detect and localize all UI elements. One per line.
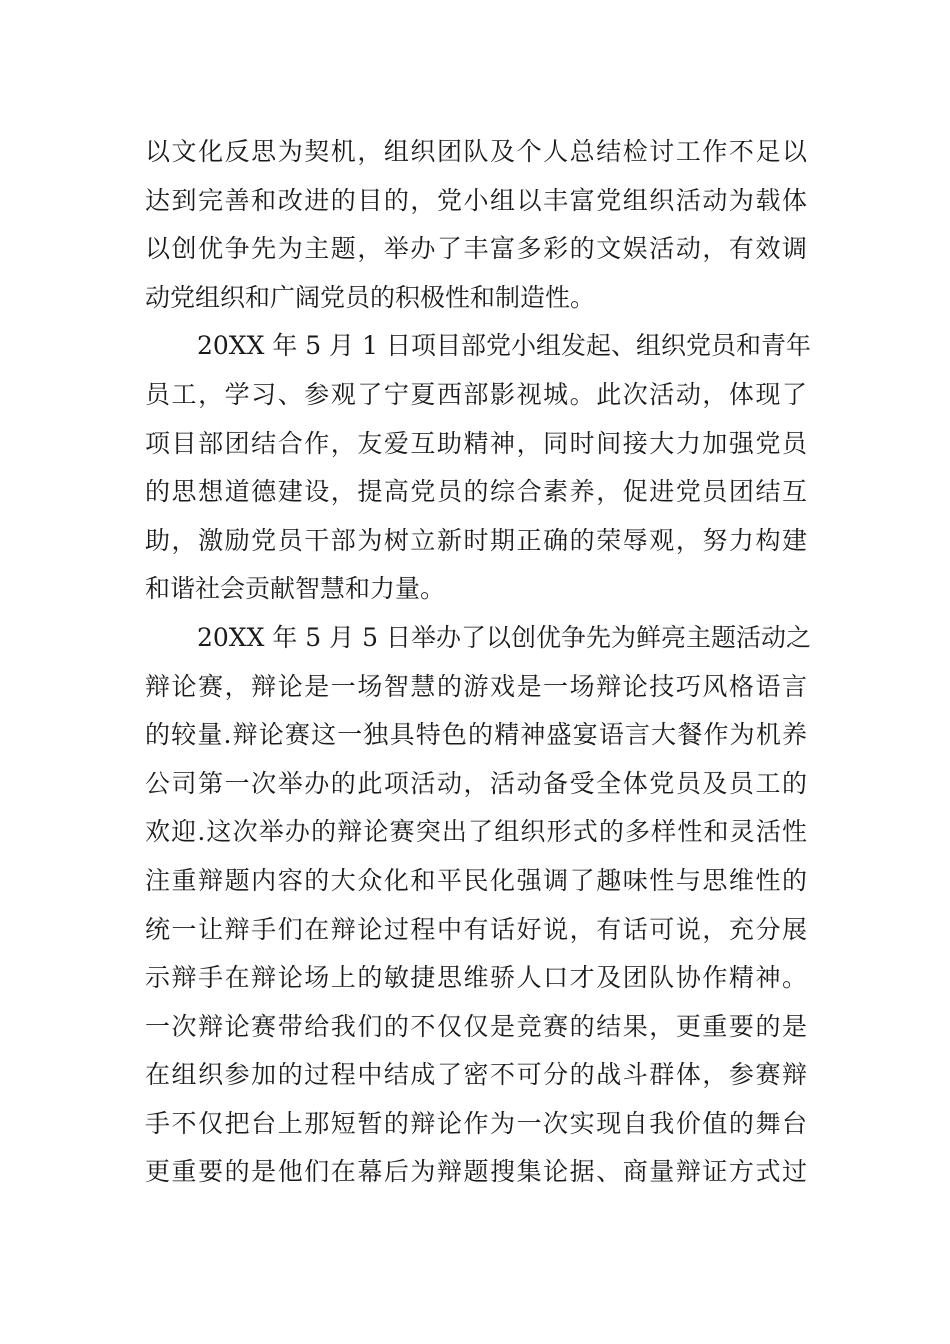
text-line: 的思想道德建设，提高党员的综合素养，促进党员团结互 bbox=[145, 477, 807, 507]
text-line: 以创优争先为主题，举办了丰富多彩的文娱活动，有效调 bbox=[145, 234, 807, 264]
text-line: 欢迎.这次举办的辩论赛突出了组织形式的多样性和灵活性 bbox=[145, 817, 807, 847]
text-line: 一次辩论赛带给我们的不仅仅是竞赛的结果，更重要的是 bbox=[145, 1011, 807, 1041]
text-line: 员工，学习、参观了宁夏西部影视城。此次活动，体现了 bbox=[145, 379, 807, 409]
text-line: 20XX 年 5 月 5 日举办了以创优争先为鲜亮主题活动之 bbox=[197, 622, 811, 652]
text-line: 示辩手在辩论场上的敏捷思维骄人口才及团队协作精神。 bbox=[145, 963, 807, 993]
text-line: 达到完善和改进的目的，党小组以丰富党组织活动为载体 bbox=[145, 185, 807, 215]
text-line: 公司第一次举办的此项活动，活动备受全体党员及员工的 bbox=[145, 768, 807, 798]
text-line: 注重辩题内容的大众化和平民化强调了趣味性与思维性的 bbox=[145, 865, 807, 895]
text-line: 和谐社会贡献智慧和力量。 bbox=[145, 574, 446, 604]
text-line: 手不仅把台上那短暂的辩论作为一次实现自我价值的舞台 bbox=[145, 1108, 807, 1138]
text-line: 以文化反思为契机，组织团队及个人总结检讨工作不足以 bbox=[145, 137, 807, 166]
body-text bbox=[145, 128, 811, 1197]
text-line: 在组织参加的过程中结成了密不可分的战斗群体，参赛辩 bbox=[145, 1060, 807, 1090]
paragraph bbox=[145, 614, 811, 1197]
text-line: 动党组织和广阔党员的积极性和制造性。 bbox=[145, 282, 596, 312]
paragraph bbox=[145, 128, 807, 322]
text-line: 的较量.辩论赛这一独具特色的精神盛宴语言大餐作为机养 bbox=[145, 720, 807, 750]
text-line: 统一让辩手们在辩论过程中有话好说，有话可说，充分展 bbox=[145, 914, 807, 944]
text-line: 项目部团结合作，友爱互助精神，同时间接大力加强党员 bbox=[145, 428, 807, 458]
text-line: 辩论赛，辩论是一场智慧的游戏是一场辩论技巧风格语言 bbox=[145, 671, 807, 701]
paragraph bbox=[145, 322, 811, 614]
text-line: 更重要的是他们在幕后为辩题搜集论据、商量辩证方式过 bbox=[145, 1157, 807, 1187]
text-line: 助，激励党员干部为树立新时期正确的荣辱观，努力构建 bbox=[145, 525, 807, 555]
text-line: 20XX 年 5 月 1 日项目部党小组发起、组织党员和青年 bbox=[197, 331, 811, 361]
